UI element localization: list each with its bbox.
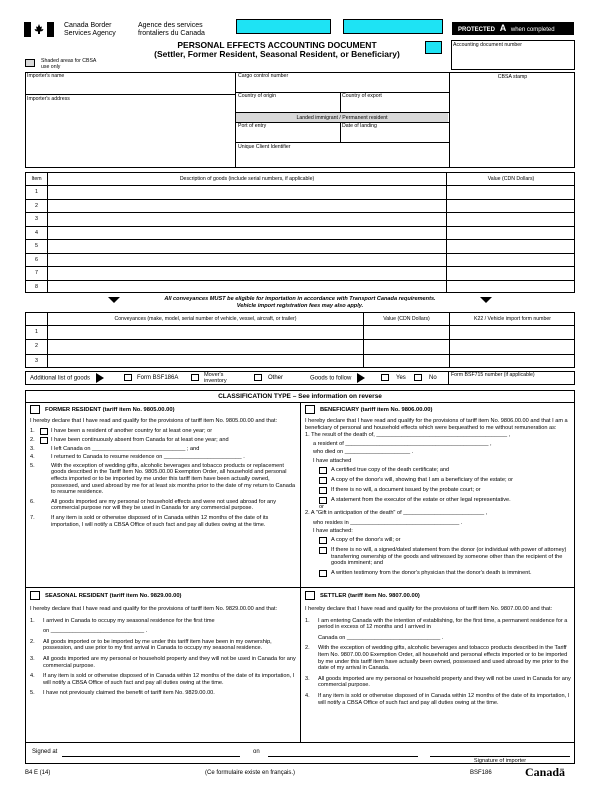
former-resident-item7: If any item is sold or otherwise disposed of in Canada within 12 months of the date of its importation, I will notify a CBSA Office of such fact and pay all duties owing at the time. xyxy=(51,514,269,528)
cargo-control-field[interactable] xyxy=(236,80,448,92)
settler-item2: With the exception of wedding gifts, alcoholic beverages and tobacco products described in the Tariff Item No. 9807.00.00 Exemption Order, all household and personal effects imported or to be imported by me under this tariff item have actually been owned, possessed and used abroad by me prior to the date of my arrival in Canada. xyxy=(318,645,569,672)
conveyance-col-k22: K22 / Vehicle import form number xyxy=(474,316,551,322)
conveyance-value-field[interactable] xyxy=(364,355,448,367)
seasonal-item1b: on ______________________________ . xyxy=(43,628,148,635)
canada-wordmark: Canadä xyxy=(525,765,566,779)
goods-row-number: 4 xyxy=(35,229,38,236)
goods-desc-field[interactable] xyxy=(48,240,445,252)
beneficiary-heading: BENEFICIARY (tariff item No. 9806.00.00) xyxy=(320,406,433,413)
goods-row-number: 1 xyxy=(35,189,38,195)
beneficiary-b3-checkbox[interactable] xyxy=(319,570,327,577)
importer-address-field[interactable] xyxy=(26,103,234,167)
country-export-label: Country of export xyxy=(342,93,382,99)
form-bsf186a-checkbox[interactable] xyxy=(124,374,132,381)
beneficiary-a3-checkbox[interactable] xyxy=(319,487,327,494)
conveyance-desc-field[interactable] xyxy=(48,326,362,338)
signed-at-label: Signed at xyxy=(32,749,58,755)
conveyance-value-field[interactable] xyxy=(364,340,448,352)
seasonal-item3-num: 3. xyxy=(30,655,35,662)
goods-desc-field[interactable] xyxy=(48,281,445,293)
conveyance-col-desc: Conveyances (make, model, serial number of vehicle, vessel, aircraft, or trailer) xyxy=(114,316,297,322)
beneficiary-intro: I hereby declare that I have read and qualify for the provisions of tariff item No. 9806.00.00 and that I am a beneficiary of personal and household effects which were bequeathed to me without remuneration as: xyxy=(305,418,568,431)
conveyance-notice-line2: Vehicle import registration fees may also apply. xyxy=(236,302,364,309)
protected-suffix: when completed xyxy=(510,27,555,33)
movers-inventory-checkbox[interactable] xyxy=(191,374,199,381)
on-date-field[interactable] xyxy=(268,756,418,757)
protected-label: PROTECTED xyxy=(458,27,496,33)
goods-desc-field[interactable] xyxy=(48,213,445,225)
beneficiary-a4: A statement from the executor of the estate or other legal representative. xyxy=(331,496,511,503)
agency-name-en-1: Canada Border xyxy=(64,22,112,29)
right-arrow-icon xyxy=(96,373,104,383)
former-resident-item2: I have been continuously absent from Canada for at least one year; and xyxy=(51,436,229,443)
agency-name-fr-2: frontaliers du Canada xyxy=(138,30,205,37)
settler-item1: I am entering Canada with the intention of establishing, for the first time, a permanent residence for a period in excess of 12 months and I arrived in xyxy=(318,617,568,631)
former-resident-heading: FORMER RESIDENT (tariff item No. 9805.00.00) xyxy=(45,406,175,413)
beneficiary-a1-checkbox[interactable] xyxy=(319,467,327,474)
beneficiary-resident-of: a resident of ______________________________________________ , xyxy=(313,440,492,447)
settler-item3-num: 3. xyxy=(305,675,310,682)
agency-name-fr-1: Agence des services xyxy=(138,22,203,29)
goods-desc-field[interactable] xyxy=(48,200,445,212)
signature-field[interactable] xyxy=(430,756,570,757)
goods-follow-yes-label: Yes xyxy=(396,375,406,381)
signature-label: Signature of importer xyxy=(473,758,527,764)
settler-item1-num: 1. xyxy=(305,617,310,624)
settler-intro: I hereby declare that I have read and qualify for the provisions of tariff item No. 9807.00.00 and that: xyxy=(305,606,553,612)
document-subtitle: (Settler, Former Resident, Seasonal Resident, or Beneficiary) xyxy=(154,49,400,59)
port-entry-label: Port of entry xyxy=(238,123,267,129)
country-export-field[interactable] xyxy=(341,100,448,111)
former-resident-item5-num: 5. xyxy=(30,462,35,469)
additional-list-label: Additional list of goods xyxy=(30,375,91,382)
bsf715-field[interactable] xyxy=(449,378,574,384)
other-label: Other xyxy=(268,375,284,381)
former-resident-item6: All goods imported are my personal or household effects and were not used abroad for any commercial purpose nor will they be used in Canada for any commercial purpose. xyxy=(51,498,277,512)
document-title: PERSONAL EFFECTS ACCOUNTING DOCUMENT xyxy=(177,40,377,50)
french-note: (Ce formulaire existe en français.) xyxy=(205,770,296,776)
settler-item2-num: 2. xyxy=(305,645,310,652)
goods-value-field[interactable] xyxy=(447,254,574,266)
beneficiary-b1-checkbox[interactable] xyxy=(319,537,327,544)
signed-at-field[interactable] xyxy=(62,756,240,757)
conveyance-value-field[interactable] xyxy=(364,326,448,338)
settler-checkbox[interactable] xyxy=(305,591,315,600)
settler-item3: All goods imported are my personal or household property and they will not be used in Canada for any commercial purpose. xyxy=(318,675,571,689)
beneficiary-a4-checkbox[interactable] xyxy=(319,497,327,504)
goods-row-number: 7 xyxy=(35,270,38,276)
settler-item4: If any item is sold or otherwise disposed of in Canada within 12 months of the date of its importation, I will notify a CBSA Office of such fact and pay all duties owing at the time. xyxy=(318,692,570,706)
cbsa-use-field-2[interactable] xyxy=(343,19,443,34)
country-origin-label: Country of origin xyxy=(238,93,277,99)
protected-banner xyxy=(452,22,574,35)
conveyance-col-value: Value (CDN Dollars) xyxy=(383,316,430,322)
importer-name-label: Importer's name xyxy=(27,73,65,79)
unique-client-field[interactable] xyxy=(236,151,448,167)
bsf715-label: Form BSF715 number (if applicable) xyxy=(451,372,535,378)
former-resident-item7-num: 7. xyxy=(30,514,35,521)
settler-item1b: Canada on ______________________________ . xyxy=(318,634,444,641)
importer-name-field[interactable] xyxy=(26,80,234,93)
former-resident-checkbox[interactable] xyxy=(30,405,40,414)
conveyance-k22-field[interactable] xyxy=(450,355,574,367)
goods-desc-field[interactable] xyxy=(48,254,445,266)
seasonal-item1: I arrived in Canada to occupy my seasonal residence for the first time xyxy=(43,617,215,624)
down-arrow-icon xyxy=(108,297,120,303)
seasonal-item3: All goods imported are my personal or household property and they will not be used in Canada for any commercial purpose. xyxy=(43,655,296,669)
form-code: B4 E (14) xyxy=(25,770,51,776)
conveyance-desc-field[interactable] xyxy=(48,355,362,367)
goods-follow-no-label: No xyxy=(429,375,437,381)
goods-value-field[interactable] xyxy=(447,213,574,225)
goods-row-number: 2 xyxy=(35,202,38,209)
form-bsf186a-label: Form BSF186A xyxy=(137,375,179,381)
former-resident-item4: I returned to Canada to resume residence on _________________________ . xyxy=(51,454,245,461)
shaded-sample-box xyxy=(25,59,35,67)
form-number: BSF186 xyxy=(470,770,492,776)
movers-inventory-label: Mover's inventory xyxy=(204,372,227,384)
seasonal-resident-checkbox[interactable] xyxy=(30,591,40,600)
former-resident-item3-num: 3. xyxy=(30,445,35,452)
seasonal-item2: All goods imported or to be imported by me under this tariff item have been in my ownership, possession, and use prior to my first arrival in Canada to occupy my seasonal residence. xyxy=(43,638,272,652)
conveyance-row-number: 3 xyxy=(35,357,38,364)
goods-value-field[interactable] xyxy=(447,200,574,212)
conveyance-row-number: 2 xyxy=(35,343,38,350)
former-resident-item1-checkbox[interactable] xyxy=(40,428,48,435)
goods-col-desc: Description of goods (include serial numbers, if applicable) xyxy=(179,176,315,182)
beneficiary-a2-checkbox[interactable] xyxy=(319,477,327,484)
goods-value-field[interactable] xyxy=(447,227,574,239)
beneficiary-a1: A certified true copy of the death certificate; and xyxy=(331,466,450,473)
protected-letter: A xyxy=(499,23,507,33)
beneficiary-a3: If there is no will, a document issued by the probate court; or xyxy=(331,486,481,493)
seasonal-item2-num: 2. xyxy=(30,638,35,645)
goods-row-number: 6 xyxy=(35,256,38,263)
settler-item4-num: 4. xyxy=(305,692,310,699)
settler-heading: SETTLER (tariff item No. 9807.00.00) xyxy=(320,592,420,599)
beneficiary-b2-checkbox[interactable] xyxy=(319,547,327,554)
unique-client-label: Unique Client Identifier xyxy=(238,144,291,150)
seasonal-item5: I have not previously claimed the benefit of tariff item No. 9829.00.00. xyxy=(43,690,215,697)
beneficiary-b2: If there is no will, a signed/dated statement from the donor (or individual with power of attorney) transferring ownership of the goods and witnessed by someone other than the recipient of the goods imminent; and xyxy=(331,546,567,567)
goods-desc-field[interactable] xyxy=(48,227,445,239)
goods-col-item: Item xyxy=(31,176,42,182)
cbsa-use-field-3[interactable] xyxy=(425,41,442,54)
goods-value-field[interactable] xyxy=(447,186,574,198)
former-resident-item2-checkbox[interactable] xyxy=(40,437,48,444)
seasonal-item4-num: 4. xyxy=(30,673,35,680)
cargo-control-label: Cargo control number xyxy=(238,73,289,79)
former-resident-item5: With the exception of wedding gifts, alcoholic beverages and tobacco products or replacement goods described in the Tariff Item No. 9805.00.00 Exemption Order, all household and personal effects imported or to be imported by me under this tariff item have been actually owned, possessed, and used abroad by me for at least six months prior to the date of my return to Canada to resume residence. xyxy=(51,462,296,496)
cbsa-stamp-label: CBSA stamp xyxy=(497,74,528,80)
goods-row-number: 3 xyxy=(35,216,38,222)
former-resident-intro: I hereby declare that I have read and qualify for the provisions of tariff item No. 9805.00.00 and that: xyxy=(30,418,278,424)
goods-row-number: 5 xyxy=(35,243,38,249)
shaded-areas-note: Shaded areas for CBSA use only xyxy=(41,58,97,70)
conveyance-k22-field[interactable] xyxy=(450,340,574,352)
goods-desc-field[interactable] xyxy=(48,267,445,279)
date-landing-field[interactable] xyxy=(341,130,448,141)
seasonal-resident-intro: I hereby declare that I have read and qualify for the provisions of tariff item No. 9829.00.00 and that: xyxy=(30,606,278,612)
seasonal-resident-heading: SEASONAL RESIDENT (tariff item No. 9829.00.00) xyxy=(45,592,182,599)
beneficiary-attached2: I have attached: xyxy=(313,528,353,535)
landed-immigrant-label: Landed immigrant / Permanent resident xyxy=(296,115,388,121)
seasonal-item4: If any item is sold or otherwise disposed of in Canada within 12 months of the date of its importation, I will notify a CBSA Office of such fact and pay all duties owing at the time. xyxy=(43,673,295,686)
beneficiary-item2: 2. A "Gift in anticipation of the death" of __________________________ , xyxy=(305,510,488,517)
importer-address-label: Importer's address xyxy=(27,96,70,102)
former-resident-item4-num: 4. xyxy=(30,454,35,461)
seasonal-item1-num: 1. xyxy=(30,617,35,624)
former-resident-item3: I left Canada on ______________________________ ; and xyxy=(51,445,200,452)
beneficiary-attached: I have attached xyxy=(313,457,352,464)
beneficiary-b1: A copy of the donor's will; or xyxy=(331,536,401,543)
goods-row-number: 8 xyxy=(35,283,38,290)
other-checkbox[interactable] xyxy=(254,374,262,381)
port-entry-field[interactable] xyxy=(236,130,339,141)
beneficiary-or: or xyxy=(319,503,324,510)
goods-follow-yes-checkbox[interactable] xyxy=(381,374,389,381)
goods-to-follow-label: Goods to follow xyxy=(310,375,352,382)
beneficiary-checkbox[interactable] xyxy=(305,405,315,414)
date-landing-label: Date of landing xyxy=(342,123,377,129)
beneficiary-who-resides: who resides in ___________________________________ . xyxy=(313,519,463,526)
goods-col-value: Value (CDN Dollars) xyxy=(487,176,535,182)
beneficiary-b3: A written testimony from the donor's physician that the donor's death is imminent. xyxy=(331,569,532,576)
classification-title: CLASSIFICATION TYPE – See information on reverse xyxy=(218,393,382,400)
goods-value-field[interactable] xyxy=(447,267,574,279)
former-resident-item1-num: 1. xyxy=(30,427,35,434)
country-origin-field[interactable] xyxy=(236,100,339,111)
former-resident-item2-num: 2. xyxy=(30,436,35,443)
goods-value-field[interactable] xyxy=(447,281,574,293)
former-resident-item1: I have been a resident of another country for at least one year; or xyxy=(51,427,213,434)
conveyance-desc-field[interactable] xyxy=(48,340,362,352)
right-arrow-icon xyxy=(357,373,365,383)
beneficiary-item1: 1. The result of the death of, __________________________________________ , xyxy=(305,432,511,439)
beneficiary-a2: A copy of the donor's will, showing that I am a beneficiary of the estate; or xyxy=(331,476,514,483)
conveyance-row-number: 1 xyxy=(35,329,38,335)
agency-name-en-2: Services Agency xyxy=(64,30,116,37)
beneficiary-died-on: who died on _____________________ . xyxy=(313,449,414,456)
former-resident-item6-num: 6. xyxy=(30,498,35,505)
seasonal-item5-num: 5. xyxy=(30,690,35,697)
cbsa-stamp-area xyxy=(450,82,574,167)
on-label: on xyxy=(253,749,260,755)
down-arrow-icon xyxy=(480,297,492,303)
conveyance-k22-field[interactable] xyxy=(450,326,574,338)
goods-desc-field[interactable] xyxy=(48,186,445,198)
goods-follow-no-checkbox[interactable] xyxy=(414,374,422,381)
canada-flag-icon xyxy=(24,22,54,37)
cbsa-use-field-1[interactable] xyxy=(236,19,331,34)
goods-value-field[interactable] xyxy=(447,240,574,252)
accounting-doc-number-label: Accounting document number xyxy=(453,42,522,48)
conveyance-notice-line1: All conveyances MUST be eligible for importation in accordance with Transport Canada requirements. xyxy=(164,296,436,302)
